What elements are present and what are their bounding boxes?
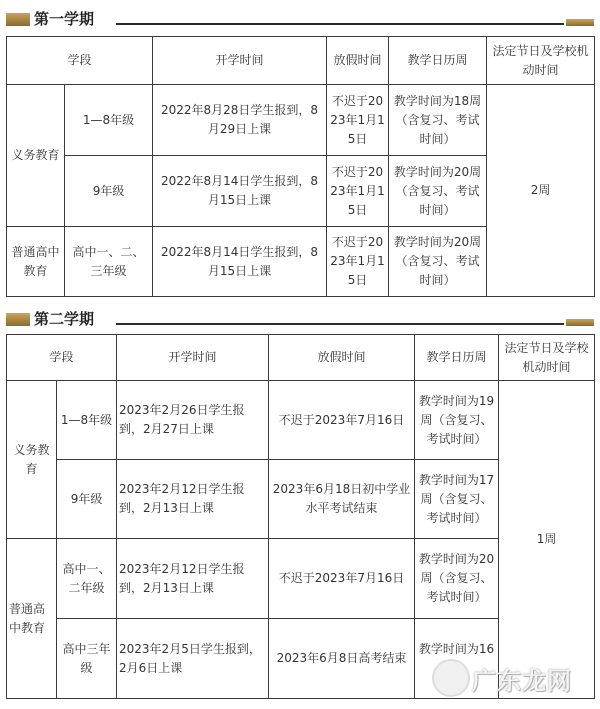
table-row xyxy=(7,381,595,460)
calendar-cell: 教学时间为17周（含复习、考试时间） xyxy=(415,460,499,539)
vacation-cell: 不迟于2023年7月16日 xyxy=(269,539,415,619)
start-cell: 2023年2月26日学生报到，2月27日上课 xyxy=(117,381,269,460)
semester1-table xyxy=(6,36,595,297)
table-header-row xyxy=(7,37,595,85)
semester1-heading xyxy=(6,8,594,30)
start-cell: 2023年2月12日学生报到，2月13日上课 xyxy=(117,460,269,539)
holiday-cell: 2周 xyxy=(487,85,595,297)
header-vacation: 放假时间 xyxy=(269,335,415,381)
header-holiday: 法定节日及学校机动时间 xyxy=(487,37,595,85)
vacation-cell: 不迟于2023年1月15日 xyxy=(327,85,389,156)
header-calendar: 教学日历周 xyxy=(389,37,487,85)
start-cell: 2022年8月14日学生报到，8月15日上课 xyxy=(153,156,327,227)
header-stage: 学段 xyxy=(7,335,117,381)
heading-accent-end xyxy=(566,19,594,26)
calendar-cell: 教学时间为18周（含复习、考试时间） xyxy=(389,85,487,156)
table-row xyxy=(7,85,595,156)
grade-cell: 高中三年级 xyxy=(57,619,117,699)
grade-cell: 高中一、二年级 xyxy=(57,539,117,619)
stage-high-school: 普通高中教育 xyxy=(7,227,65,297)
header-holiday: 法定节日及学校机动时间 xyxy=(499,335,595,381)
vacation-cell: 2023年6月18日初中学业水平考试结束 xyxy=(269,460,415,539)
heading-accent-end xyxy=(566,319,594,326)
grade-cell: 1—8年级 xyxy=(57,381,117,460)
start-cell: 2022年8月14日学生报到，8月15日上课 xyxy=(153,227,327,297)
header-calendar: 教学日历周 xyxy=(415,335,499,381)
grade-cell: 9年级 xyxy=(65,156,153,227)
heading-accent-bar xyxy=(6,13,30,26)
grade-cell: 1—8年级 xyxy=(65,85,153,156)
calendar-cell: 教学时间为20周（含复习、考试时间） xyxy=(389,227,487,297)
header-start: 开学时间 xyxy=(117,335,269,381)
calendar-cell: 教学时间为16 xyxy=(415,619,499,699)
watermark-logo-icon xyxy=(432,659,470,697)
vacation-cell: 不迟于2023年1月15日 xyxy=(327,156,389,227)
semester2-table xyxy=(6,334,595,699)
heading-rule xyxy=(116,323,564,325)
calendar-cell: 教学时间为20周（含复习、考试时间） xyxy=(415,539,499,619)
watermark xyxy=(432,657,582,697)
vacation-cell: 不迟于2023年1月15日 xyxy=(327,227,389,297)
vacation-cell: 不迟于2023年7月16日 xyxy=(269,381,415,460)
stage-compulsory: 义务教育 xyxy=(7,381,57,539)
table-header-row xyxy=(7,335,595,381)
stage-high-school: 普通高中教育 xyxy=(7,539,57,699)
vacation-cell: 2023年6月8日高考结束 xyxy=(269,619,415,699)
stage-compulsory: 义务教育 xyxy=(7,85,65,227)
heading-rule xyxy=(116,23,564,25)
watermark-text: 广东龙网 xyxy=(472,667,572,695)
grade-cell: 9年级 xyxy=(57,460,117,539)
heading-accent-bar xyxy=(6,313,30,326)
semester2-title: 第二学期 xyxy=(34,310,95,328)
start-cell: 2023年2月5日学生报到，2月6日上课 xyxy=(117,619,269,699)
calendar-cell: 教学时间为20周（含复习、考试时间） xyxy=(389,156,487,227)
start-cell: 2022年8月28日学生报到，8月29日上课 xyxy=(153,85,327,156)
calendar-cell: 教学时间为19周（含复习、考试时间） xyxy=(415,381,499,460)
grade-cell: 高中一、二、三年级 xyxy=(65,227,153,297)
semester1-title: 第一学期 xyxy=(34,10,95,28)
start-cell: 2023年2月12日学生报到，2月13日上课 xyxy=(117,539,269,619)
header-stage: 学段 xyxy=(7,37,153,85)
semester2-heading xyxy=(6,308,594,330)
header-start: 开学时间 xyxy=(153,37,327,85)
header-vacation: 放假时间 xyxy=(327,37,389,85)
holiday-cell: 1周 xyxy=(499,381,595,699)
